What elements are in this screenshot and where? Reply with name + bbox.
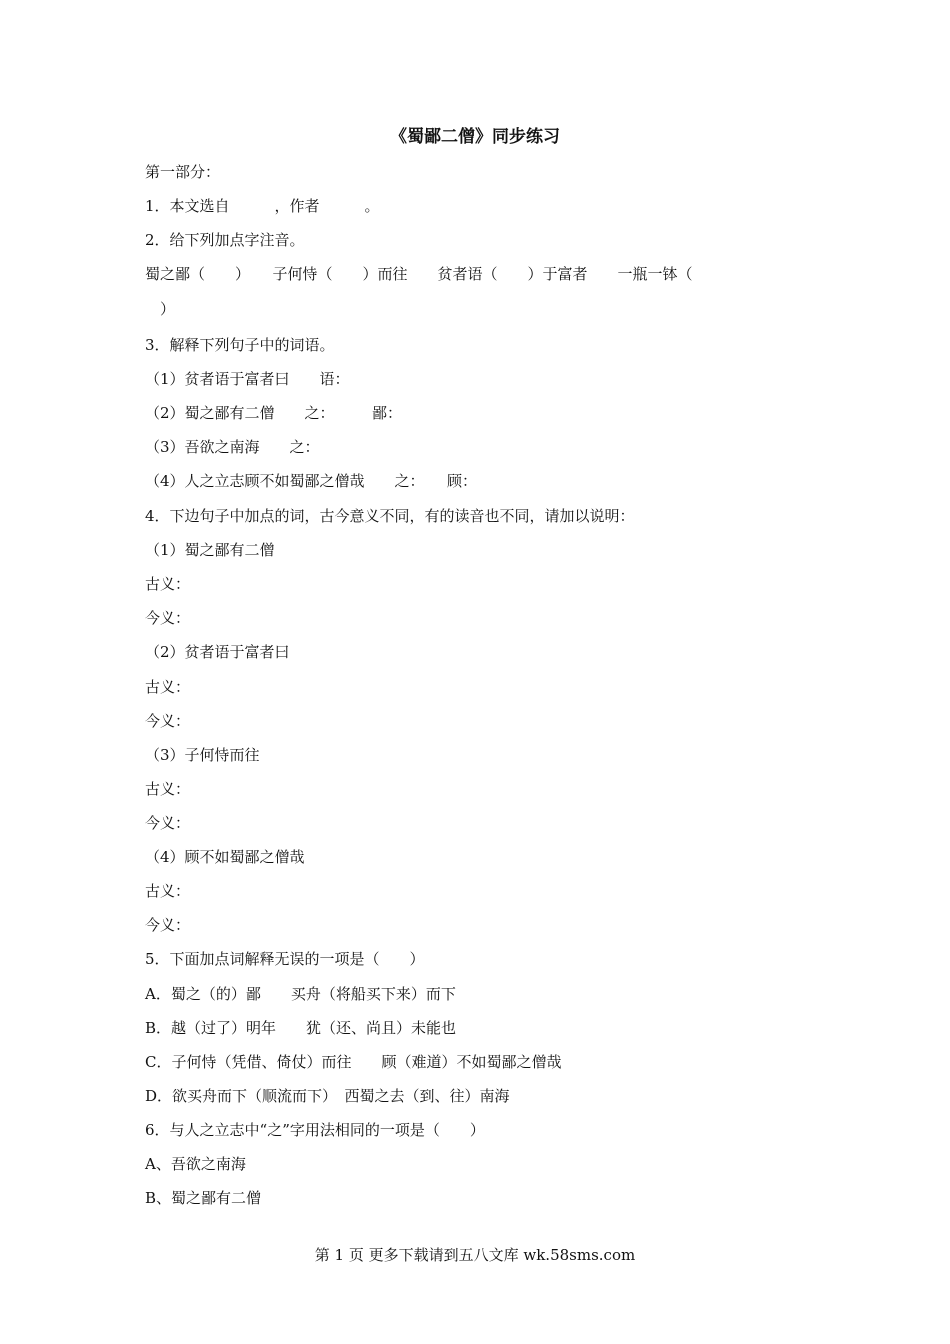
question-1: 1．本文选自 ，作者 。 (145, 197, 380, 215)
page-footer: 第 1 页 更多下载请到五八文库 wk.58sms.com (314, 1246, 636, 1264)
question-4-item-2: （2）贫者语于富者曰 (145, 643, 290, 661)
question-6: 6．与人之立志中“之”字用法相同的一项是（ ） (145, 1121, 485, 1139)
question-5-option-d: D．欲买舟而下（顺流而下） 西蜀之去（到、往）南海 (145, 1087, 510, 1105)
question-3-item-2: （2）蜀之鄙有二僧 之： 鄙： (145, 404, 403, 422)
question-2: 2．给下列加点字注音。 (145, 231, 305, 249)
question-3-item-3: （3）吾欲之南海 之： (145, 438, 320, 456)
question-4-item-1: （1）蜀之鄙有二僧 (145, 541, 275, 559)
question-3: 3．解释下列句子中的词语。 (145, 336, 335, 354)
modern-meaning-label: 今义： (145, 814, 191, 832)
section-heading: 第一部分： (145, 163, 221, 181)
question-3-item-4: （4）人之立志顾不如蜀鄙之僧哉 之： 顾： (145, 472, 478, 490)
modern-meaning-label: 今义： (145, 609, 191, 627)
ancient-meaning-label: 古义： (145, 780, 191, 798)
ancient-meaning-label: 古义： (145, 882, 191, 900)
page-title: 《蜀鄙二僧》同步练习 (390, 127, 560, 147)
question-4-item-3: （3）子何恃而往 (145, 746, 260, 764)
modern-meaning-label: 今义： (145, 916, 191, 934)
ancient-meaning-label: 古义： (145, 678, 191, 696)
modern-meaning-label: 今义： (145, 712, 191, 730)
question-5-option-c: C．子何恃（凭借、倚仗）而往 顾（难道）不如蜀鄙之僧哉 (145, 1053, 562, 1071)
question-5-option-a: A．蜀之（的）鄙 买舟（将船买下来）而下 (145, 985, 456, 1003)
question-4: 4．下边句子中加点的词，古今意义不同，有的读音也不同，请加以说明： (145, 507, 635, 525)
question-6-option-a: A、吾欲之南海 (145, 1155, 246, 1173)
question-3-item-1: （1）贫者语于富者曰 语： (145, 370, 350, 388)
question-4-item-4: （4）顾不如蜀鄙之僧哉 (145, 848, 305, 866)
question-2-items-cont: ） (145, 300, 176, 318)
question-5: 5．下面加点词解释无误的一项是（ ） (145, 950, 425, 968)
question-5-option-b: B．越（过了）明年 犹（还、尚且）未能也 (145, 1019, 457, 1037)
ancient-meaning-label: 古义： (145, 575, 191, 593)
question-2-items: 蜀之鄙（ ） 子何恃（ ）而往 贫者语（ ）于富者 一瓶一钵（ (145, 265, 693, 283)
question-6-option-b: B、蜀之鄙有二僧 (145, 1189, 262, 1207)
